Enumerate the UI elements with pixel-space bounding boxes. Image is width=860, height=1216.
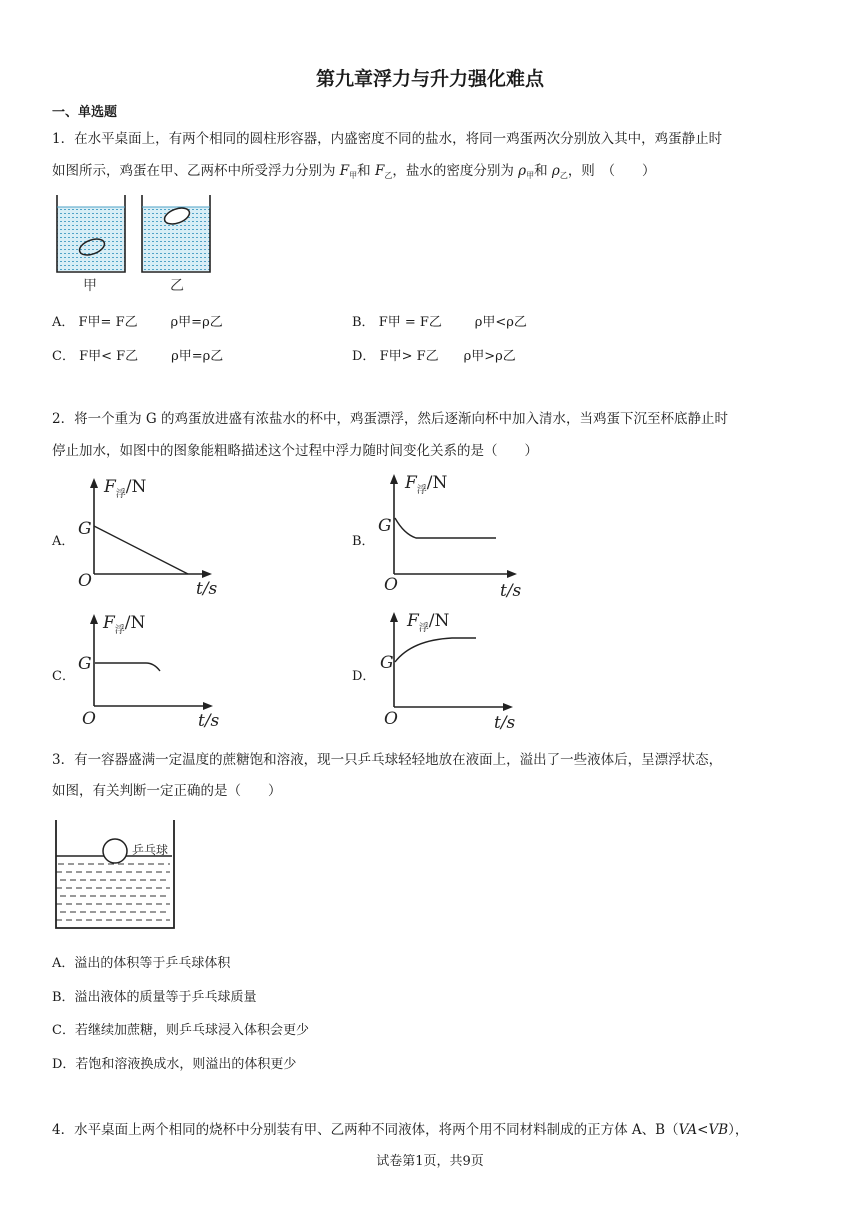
ball-label: 乒乓球 bbox=[132, 843, 169, 857]
q1-line2: 如图所示，鸡蛋在甲、乙两杯中所受浮力分别为 $F_甲$和 $F_乙$，盐水的密度分别为 $\rho_甲$和 $\rho_乙$，则 （ ） bbox=[52, 163, 656, 180]
q2-graph-d bbox=[372, 604, 532, 732]
svg-text:G: G bbox=[378, 516, 392, 536]
svg-text:O: O bbox=[384, 709, 398, 729]
liquid-dashes bbox=[56, 864, 170, 920]
curve-b bbox=[395, 518, 496, 538]
q1-option-a[interactable]: A． F甲= F乙 ρ甲=ρ乙 bbox=[52, 315, 223, 330]
q3-option-c[interactable]: C．若继续加蔗糖，则乒乓球浸入体积会更少 bbox=[52, 1023, 309, 1038]
svg-text:O: O bbox=[384, 575, 398, 595]
q2-option-a[interactable]: A． bbox=[52, 534, 75, 549]
svg-text:F浮/N: $F_浮/N$ bbox=[104, 477, 147, 500]
q2-option-b[interactable]: B． bbox=[352, 534, 375, 549]
q1-option-d[interactable]: D． F甲> F乙 ρ甲>ρ乙 bbox=[352, 349, 516, 364]
q3-option-b[interactable]: B．溢出液体的质量等于乒乓球质量 bbox=[52, 990, 257, 1005]
ping-pong-ball bbox=[103, 839, 127, 863]
curve-a bbox=[94, 526, 188, 574]
svg-text:G: G bbox=[78, 519, 92, 539]
svg-text:O: O bbox=[78, 571, 92, 591]
svg-text:O: O bbox=[82, 709, 96, 729]
cup-yi bbox=[142, 195, 210, 272]
page-title: 第九章浮力与升力强化难点 bbox=[315, 68, 544, 90]
q2-line2: 停止加水，如图中的图象能粗略描述这个过程中浮力随时间变化关系的是（ ） bbox=[52, 443, 538, 459]
q1-line1: 1．在水平桌面上，有两个相同的圆柱形容器，内盛密度不同的盐水，将同一鸡蛋两次分别放入其中，鸡蛋静止时 bbox=[52, 131, 723, 147]
q3-container-figure bbox=[52, 818, 182, 934]
svg-text:F浮/N: $F_浮/N$ bbox=[407, 611, 450, 634]
svg-text:F浮/N: $F_浮/N$ bbox=[405, 473, 448, 496]
svg-text:t/s: t/s bbox=[500, 581, 522, 601]
svg-text:F浮/N: $F_浮/N$ bbox=[103, 613, 146, 636]
q2-graph-a bbox=[72, 472, 232, 602]
section-heading: 一、单选题 bbox=[52, 105, 118, 120]
svg-text:G: G bbox=[380, 653, 394, 673]
svg-text:t/s: t/s bbox=[198, 711, 220, 731]
q2-line1: 2．将一个重为 G 的鸡蛋放进盛有浓盐水的杯中，鸡蛋漂浮，然后逐渐向杯中加入清水，当鸡蛋下沉至杯底静止时 bbox=[52, 411, 728, 427]
q2-graph-b bbox=[372, 466, 532, 602]
svg-text:t/s: t/s bbox=[494, 713, 516, 732]
q1-cups-figure bbox=[52, 192, 224, 296]
curve-c bbox=[95, 663, 160, 671]
q1-option-c[interactable]: C． F甲< F乙 ρ甲=ρ乙 bbox=[52, 349, 224, 364]
cup-label-jia: 甲 bbox=[83, 278, 97, 294]
svg-text:G: G bbox=[78, 654, 92, 674]
cup-jia bbox=[57, 195, 125, 272]
cup-label-yi: 乙 bbox=[170, 278, 184, 294]
q3-line2: 如图，有关判断一定正确的是（ ） bbox=[52, 783, 282, 799]
q4-line1: 4．水平桌面上两个相同的烧杯中分别装有甲、乙两种不同液体，将两个用不同材料制成的正方体 A、B（VA<VB）， bbox=[52, 1122, 749, 1138]
q2-option-c[interactable]: C． bbox=[52, 669, 75, 684]
page-footer: 试卷第1页，共9页 bbox=[376, 1154, 484, 1169]
q2-option-d[interactable]: D． bbox=[352, 669, 376, 684]
q3-option-a[interactable]: A．溢出的体积等于乒乓球体积 bbox=[52, 956, 231, 971]
q3-line1: 3．有一容器盛满一定温度的蔗糖饱和溶液，现一只乒乓球轻轻地放在液面上，溢出了一些液体后，呈漂浮状态， bbox=[52, 752, 723, 768]
curve-d bbox=[395, 638, 476, 662]
q3-option-d[interactable]: D．若饱和溶液换成水，则溢出的体积更少 bbox=[52, 1057, 297, 1072]
svg-text:t/s: t/s bbox=[196, 579, 218, 599]
q1-option-b[interactable]: B． F甲 = F乙 ρ甲<ρ乙 bbox=[352, 315, 527, 330]
q2-graph-c bbox=[72, 606, 232, 732]
